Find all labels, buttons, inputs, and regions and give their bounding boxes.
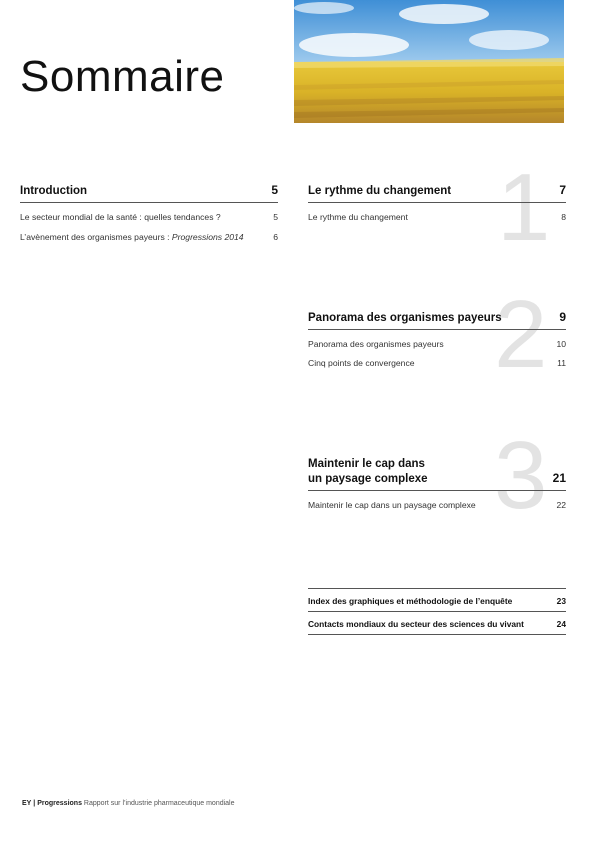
hero-photo-field xyxy=(294,0,564,123)
footer-subtitle: Rapport sur l’industrie pharmaceutique mondiale xyxy=(83,800,235,807)
toc-entry-label: Le rythme du changement xyxy=(308,211,408,222)
index-entry-label: Contacts mondiaux du secteur des sciences du vivant xyxy=(308,619,524,629)
toc-entry-label: Le secteur mondial de la santé : quelles tendances ? xyxy=(20,211,221,222)
toc-entry[interactable] xyxy=(20,212,278,223)
section-page-number: 21 xyxy=(552,471,566,486)
toc-entry-page: 11 xyxy=(557,358,566,369)
index-entry[interactable] xyxy=(308,588,566,611)
section-number-digit: 2 xyxy=(494,281,548,388)
divider xyxy=(308,634,566,635)
footer-publication: Progressions xyxy=(37,800,82,807)
index-entry-page: 23 xyxy=(556,596,566,606)
toc-entry-page: 5 xyxy=(273,211,278,222)
section-heading[interactable] xyxy=(308,310,566,330)
section-title: Le rythme du changement xyxy=(308,184,452,197)
toc-entry-label: Panorama des organismes payeurs xyxy=(308,338,444,349)
toc-entry-page: 8 xyxy=(561,211,566,222)
toc-entry-label: Maintenir le cap dans un paysage complexe xyxy=(308,499,476,510)
toc-entry-page: 22 xyxy=(556,499,566,510)
section-number-digit: 1 xyxy=(497,154,551,261)
toc-index-block xyxy=(308,588,566,635)
section-title: Maintenir le cap dans un paysage complexe xyxy=(308,458,428,485)
toc-entry-page: 6 xyxy=(273,232,278,243)
page-title: Sommaire xyxy=(20,52,225,101)
page-footer xyxy=(22,800,235,807)
section-number-digit: 3 xyxy=(494,422,548,529)
toc-entry[interactable] xyxy=(20,232,278,243)
toc-section-introduction xyxy=(20,183,278,243)
section-page-number: 7 xyxy=(559,183,566,197)
toc-entry[interactable] xyxy=(308,339,566,350)
toc-entry-label: Cinq points de convergence xyxy=(308,358,415,369)
section-page-number: 5 xyxy=(271,183,278,197)
section-heading[interactable] xyxy=(20,183,278,203)
footer-separator: | xyxy=(33,800,36,807)
section-title: Panorama des organismes payeurs xyxy=(308,311,502,324)
index-entry-label: Index des graphiques et méthodologie de l’enquête xyxy=(308,596,513,606)
toc-entry[interactable] xyxy=(308,500,566,511)
footer-brand: EY xyxy=(22,800,32,807)
toc-entry[interactable] xyxy=(308,212,566,223)
toc-entry-page: 10 xyxy=(556,338,566,349)
section-title: Introduction xyxy=(20,184,88,197)
toc-entry-label-italic: Progressions 2014 xyxy=(171,232,244,243)
section-heading[interactable] xyxy=(308,183,566,203)
toc-entry-label: L’avènement des organismes payeurs : Progressions 2014 xyxy=(20,232,244,243)
toc-section-1 xyxy=(308,183,566,222)
index-entry-page: 24 xyxy=(556,619,566,629)
section-heading[interactable] xyxy=(308,457,566,491)
toc-section-2 xyxy=(308,310,566,369)
index-entry[interactable] xyxy=(308,611,566,634)
toc-section-3 xyxy=(308,457,566,511)
toc-entry[interactable] xyxy=(308,358,566,369)
section-page-number: 9 xyxy=(559,310,566,324)
